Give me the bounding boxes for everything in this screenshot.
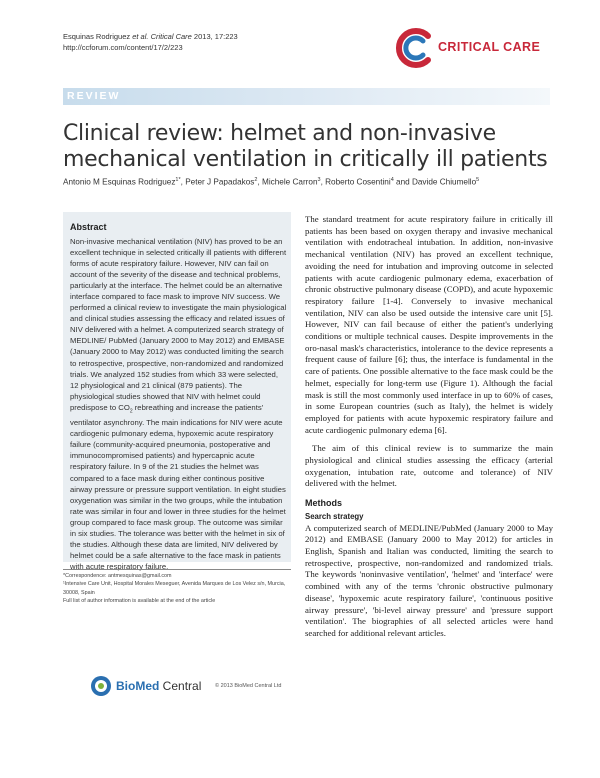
methods-heading: Methods [305,498,342,509]
author-list: Antonio M Esquinas Rodriguez$^{1*}$, Peter J Papadakos$^2$, Michele Carron$^3$, Roberto Cosentini$^4$ and Davide Chiumello$^5$ [63,177,480,187]
article-title: Clinical review: helmet and non-invasive mechanical ventilation in critically ill patients [63,121,548,172]
body-paragraph: The aim of this clinical review is to summarize the main physiological and clinical studies assessing the efficacy (arterial oxygenation, intubation rate, outcome and tolerance) of NIV delivered with the helmet. [305,443,553,489]
correspondence-note: *Correspondence: antmesquinas@gmail.com [63,573,172,579]
footnotes [63,572,291,605]
search-strategy-heading: Search strategy [305,511,364,521]
abstract-text: Non-invasive mechanical ventilation (NIV) has proved to be an excellent technique in selected critically ill patients with different forms of acute respiratory failure. However, NIV can fail on account of the severity of the disease and technical problems, particularly at the interface. The helmet could be an alternative interface compared to face mask to improve NIV success. We performed a clinical review to investigate the main physiological and clinical studies assessing the efficacy and related issues of NIV delivered with a helmet. A computerized search strategy of MEDLINE/ PubMed (January 2000 to May 2012) and EMBASE (January 2000 to May 2012) was conducted limiting the search to retrospective, prospective, non-randomized and randomized trials. We analyzed 152 studies from which 33 were selected, 12 physiological and 21 clinical (879 patients). The physiological studies showed that NIV with helmet could predispose to $CO_2$ rebreathing and increase the patients' ventilator asynchrony. The main indications for NIV were acute cardiogenic pulmonary edema, hypoxemic acute respiratory failure (community-acquired pneumonia, postoperative and immunocompromised patients) and hypercapnic acute respiratory failure. In 9 of the 21 studies the helmet was compared to a face mask during either continous positive airway pressure or pressure support ventilation. In eight studies oxygenation was similar in the two groups, while the intubation rate was similar in four and lower in three studies for the helmet group compared to face mask group. The outcome was similar in six studies. The tolerance was better with the helmet in six of the studies. Although these data are limited, NIV delivered by helmet could be a safe alternative to the face mask in patients with acute respiratory failure. [70,237,287,571]
copyright-notice: © 2013 BioMed Central Ltd [215,683,282,689]
affiliation-note: ¹Intensive Care Unit, Hospital Morales Meseguer, Avenida Marques de Los Velez s/n, Murcia, 30008, Spain [63,581,286,596]
section-bar [63,88,550,105]
article-url[interactable]: http://ccforum.com/content/17/2/223 [63,43,183,52]
biomed-central-emblem-icon [90,675,112,697]
author: Antonio M Esquinas Rodriguez [63,177,176,187]
critical-care-logo [392,24,552,72]
biomed-central-logo [90,675,210,697]
article-body [305,214,553,647]
footnote-divider [63,569,291,570]
section-label: REVIEW [67,90,121,102]
author: Peter J Papadakos [185,177,255,187]
citation-line: Esquinas Rodriguez et al. Critical Care 2013, 17:223 [63,32,238,41]
abstract-heading: Abstract [70,222,107,232]
critical-care-emblem-icon [392,26,436,70]
body-paragraph: A computerized search of MEDLINE/PubMed (January 2000 to May 2012) and EMBASE (January 2000 to May 2012) for articles in English, Spanish and Italian was conducted, limiting the search to retrospective, prospective, non-randomized and randomized trials. The keywords 'noninvasive ventilation', 'helmet' and 'interface' were combined with any of the terms 'chronic obstructive pulmonary disease', 'hypoxemic acute respiratory failure', 'continuous positive airway pressure', 'bi-level airway pressure' and 'pressure support ventilation'. The biographies of all selected articles were hand searched for additional relevant articles. [305,522,553,638]
author: Michele Carron [262,177,318,187]
body-paragraph: The standard treatment for acute respiratory failure in critically ill patients has been based on oxygen therapy and invasive mechanical ventilation with endotracheal intubation. In addition, non-invasive mechanical ventilation (NIV) has proved an excellent technique, avoiding the need for intubation and improving outcome in selected patients with acute cardiogenic pulmonary edema, exacerbation of chronic obstructive pulmonary disease (COPD), and acute hypoxemic respiratory failure [1-4]. Conversely to invasive mechanical ventilation, NIV can also be used outside the intensive care unit [5]. However, NIV can fail because of either the patient's underlying conditions or multiple technical causes. Despite improvements in the oro-nasal mask's characteristics, intolerance to the device represents a frequent cause of failure [6]; thus, the interface is fundamental in the care of patients. One possible alternative to the face mask could be the helmet, especially for long-term use (Figure 1). Although the facial mask is still the most commonly used interface in up to 60% of cases, in some European countries (such as Italy), the helmet is widely employed for patients with acute hypoxemic respiratory failure and acute cardiogenic pulmonary edema [6]. [305,214,553,435]
abstract-box [63,212,291,571]
running-header [63,31,238,53]
author: Davide Chiumello [411,177,477,187]
author: Roberto Cosentini [325,177,391,187]
journal-name: CRITICAL CARE [438,40,541,54]
publisher-name: BioMed Central [116,679,202,693]
author-info-note: Full list of author information is available at the end of the article [63,597,216,604]
